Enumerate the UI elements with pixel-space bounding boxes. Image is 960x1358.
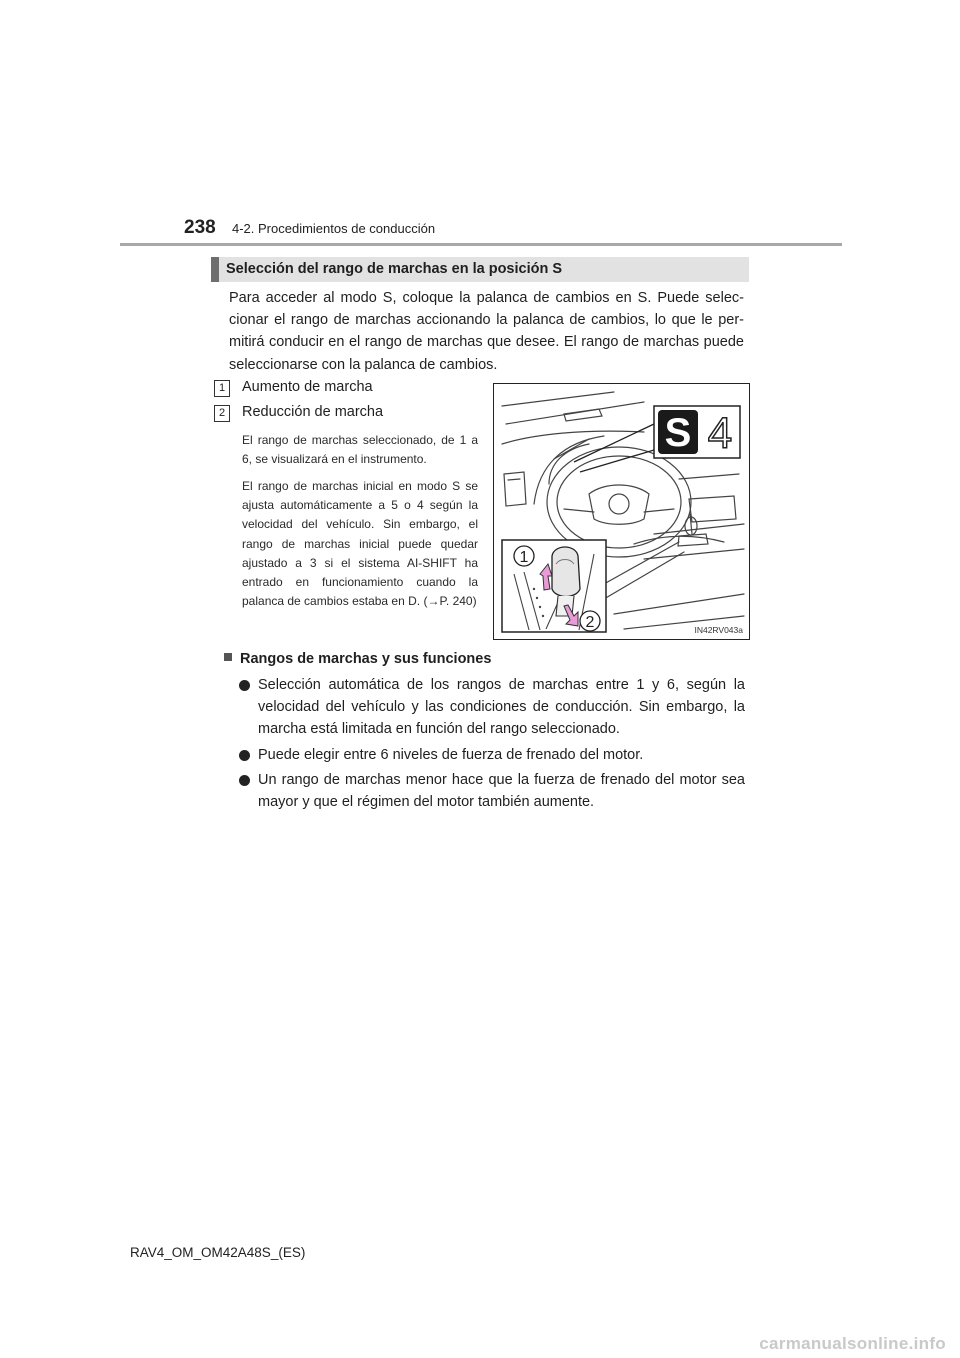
figure-code: IN42RV043a [694, 625, 743, 635]
document-code: RAV4_OM_OM42A48S_(ES) [130, 1245, 306, 1260]
list-item [239, 769, 745, 813]
bullet-dot-icon [239, 680, 250, 691]
item-label-upshift: Aumento de marcha [242, 379, 373, 395]
subsection-title [224, 651, 491, 667]
section-title-bar [211, 257, 749, 282]
callout-2: 2 [585, 614, 595, 631]
item-number-2: 2 [214, 405, 230, 422]
section-title: Selección del rango de marchas en la posición S [226, 261, 563, 277]
section-header: 4-2. Procedimientos de conducción [232, 221, 436, 236]
shift-lever-illustration [493, 383, 750, 640]
functions-list [239, 674, 745, 816]
bullet-dot-icon [239, 775, 250, 786]
note-gear-display: El rango de marchas seleccionado, de 1 a 6, se visualizará en el instrumento. [242, 433, 478, 467]
note-initial-range: El rango de marchas inicial en modo S se ajusta automáticamente a 5 o 4 según la velocidad del vehículo. Sin embargo, el rango de marchas inicial puede quedar ajustado a 3 si el sistema AI-SHIFT ha entrado en funcionamiento cuando la palanca de cambios estaba en D. (→P. 240) [242, 479, 478, 609]
list-item [239, 744, 745, 766]
subsection-title-text: Rangos de marchas y sus funciones [240, 651, 492, 667]
header-rule [120, 243, 842, 246]
item-label-downshift: Reducción de marcha [242, 404, 384, 420]
display-gear-number: 4 [707, 409, 733, 458]
square-bullet-icon [224, 653, 232, 661]
bullet-dot-icon [239, 750, 250, 761]
list-item [239, 674, 745, 741]
list-item-text: Un rango de marchas menor hace que la fuerza de frenado del motor sea mayor y que el régimen del motor también aumente. [258, 771, 745, 811]
display-gear-mode-letter: S [664, 411, 692, 455]
page-number: 238 [184, 217, 216, 238]
section-bar-accent [211, 257, 219, 282]
callout-1: 1 [519, 549, 529, 566]
list-item-text: Selección automática de los rangos de marchas entre 1 y 6, según la velocidad del vehículo y las condiciones de conducción. Sin embargo, la marcha está limitada en función del rango seleccionado. [258, 677, 745, 738]
intro-paragraph: Para acceder al modo S, coloque la palanca de cambios en S. Puede seleccionar el rango de marchas accionando la palanca de cambios, lo que le permitirá conducir en el rango de marchas que desee. El rango de marchas puede seleccionarse con la palanca de cambios. [229, 290, 744, 373]
list-item-text: Puede elegir entre 6 niveles de fuerza de frenado del motor. [258, 746, 644, 763]
shift-lever-drawing [494, 384, 748, 638]
item-number-1: 1 [214, 380, 230, 397]
watermark: carmanualsonline.info [759, 1334, 946, 1353]
